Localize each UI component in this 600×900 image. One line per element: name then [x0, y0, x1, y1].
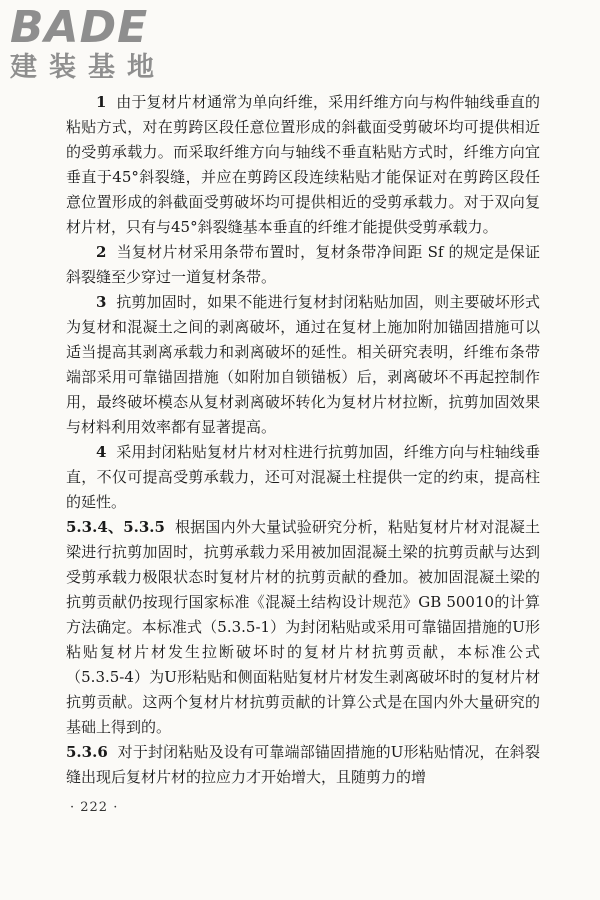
logo-wordmark: BADE: [10, 2, 149, 53]
section-number: 5.3.6: [66, 743, 108, 761]
paragraph-item-2: [66, 240, 540, 290]
paragraph-number: 3: [96, 293, 107, 311]
paragraph-text: 当复材片材采用条带布置时，复材条带净间距 Sf 的规定是保证斜裂缝至少穿过一道复材条带。: [66, 243, 540, 286]
paragraph-number: 4: [96, 443, 107, 461]
paragraph-item-3: [66, 290, 540, 440]
logo-chinese-text: 建装基地: [10, 52, 166, 83]
paragraph-text: 由于复材片材通常为单向纤维，采用纤维方向与构件轴线垂直的粘贴方式，对在剪跨区段任意位置形成的斜截面受剪破坏均可提供相近的受剪承载力。而采取纤维方向与轴线不垂直粘贴方式时，纤维方向宜垂直于45°斜裂缝，并应在剪跨区段连续粘贴才能保证对在剪跨区段任意位置形成的斜截面受剪破坏均可提供相近的受剪承载力。对于双向复材片材，只有与45°斜裂缝基本垂直的纤维才能提供受剪承载力。: [66, 93, 540, 236]
paragraph-number: 2: [96, 243, 107, 261]
document-body: [66, 90, 540, 790]
section-number: 5.3.4、5.3.5: [66, 518, 165, 536]
paragraph-number: 1: [96, 93, 107, 111]
section-5-3-6: [66, 740, 540, 790]
page-number: · 222 ·: [70, 800, 119, 815]
section-text: 根据国内外大量试验研究分析，粘贴复材片材对混凝土梁进行抗剪加固时，抗剪承载力采用被加固混凝土梁的抗剪贡献与达到受剪承载力极限状态时复材片材的抗剪贡献的叠加。被加固混凝土梁的抗剪贡献仍按现行国家标准《混凝土结构设计规范》GB 50010的计算方法确定。本标准式（5.3.5-1）为封闭粘贴或采用可靠锚固措施的U形粘贴复材片材发生拉断破坏时的复材片材抗剪贡献，本标准公式（5.3.5-4）为U形粘贴和侧面粘贴复材片材发生剥离破坏时的复材片材抗剪贡献。这两个复材片材抗剪贡献的计算公式是在国内外大量研究的基础上得到的。: [66, 518, 540, 736]
section-text: 对于封闭粘贴及设有可靠端部锚固措施的U形粘贴情况，在斜裂缝出现后复材片材的拉应力才开始增大，且随剪力的增: [66, 743, 540, 786]
paragraph-text: 采用封闭粘贴复材片材对柱进行抗剪加固，纤维方向与柱轴线垂直，不仅可提高受剪承载力，还可对混凝土柱提供一定的约束，提高柱的延性。: [66, 443, 540, 511]
section-5-3-4-5-3-5: [66, 515, 540, 740]
logo: [10, 2, 180, 88]
paragraph-item-4: [66, 440, 540, 515]
paragraph-text: 抗剪加固时，如果不能进行复材封闭粘贴加固，则主要破坏形式为复材和混凝土之间的剥离破坏，通过在复材上施加附加锚固措施可以适当提高其剥离承载力和剥离破坏的延性。相关研究表明，纤维布条带端部采用可靠锚固措施（如附加自锁锚板）后，剥离破坏不再起控制作用，最终破坏模态从复材剥离破坏转化为复材片材拉断，抗剪加固效果与材料利用效率都有显著提高。: [66, 293, 540, 436]
paragraph-item-1: [66, 90, 540, 240]
